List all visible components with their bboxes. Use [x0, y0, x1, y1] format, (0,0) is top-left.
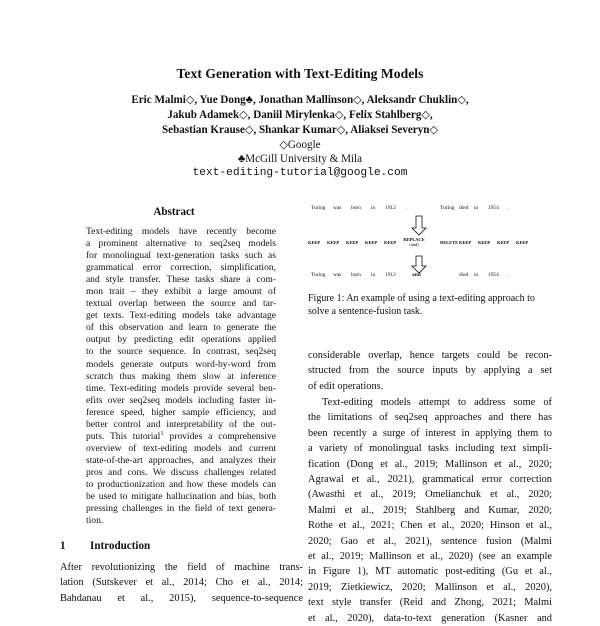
figure-edit-tag: KEEP — [346, 240, 359, 245]
figure-edit-tag: KEEP — [497, 240, 510, 245]
body-line: 2020; Gao et al., 2021), sentence fusion (Malmi — [308, 535, 552, 547]
body-line: of edit operations. — [308, 380, 384, 392]
abstract-line: a prominent alternative to seq2seq models — [86, 238, 276, 250]
abstract-line: tion. — [86, 515, 104, 527]
abstract-line: be used to mitigate hallucination and bias, both — [86, 491, 276, 503]
abstract-line: time. Text-editing models provide several ben- — [86, 382, 276, 394]
abstract-heading: Abstract — [153, 206, 195, 218]
section-number: 1 — [60, 540, 66, 552]
body-line: et al., 2019; Mallinson et al., 2020) (see an example — [308, 551, 552, 563]
abstract-line: pros and cons. We discuss challenges related — [86, 466, 276, 478]
abstract-line: of this observation and learn to generate the — [86, 322, 276, 334]
figure-output-token: and — [412, 272, 421, 278]
figure-output-token: Turing — [311, 272, 326, 278]
body-line: 2019; Zietkiewicz, 2020; Mallinson et al., 2020), — [308, 581, 552, 593]
section-heading-introduction — [60, 540, 150, 552]
figure-source-token: . — [406, 205, 408, 211]
intro-line: After revolutionizing the field of machine trans- — [60, 562, 303, 573]
figure-source-token: died — [459, 205, 469, 211]
figure-edit-tag: KEEP — [516, 240, 529, 245]
body-line: in Figure 1), MT automatic post-editing (Gu et al., — [308, 566, 552, 578]
figure-edit-tag: KEEP — [308, 240, 321, 245]
figure-output-token: died — [459, 272, 469, 278]
figure-output-token: 1912 — [385, 272, 396, 278]
author-line-2: Jakub Adamek◇, Daniil Mirylenka◇, Felix Stahlberg◇, — [167, 109, 433, 121]
abstract-line: pressing challenges in the field of text genera- — [86, 503, 276, 515]
abstract-line: textual overlap between the source and tar- — [86, 298, 276, 310]
abstract-line: models generate outputs word-by-word from — [86, 358, 276, 370]
abstract-line: overview of text-editing models and current — [86, 442, 276, 454]
figure-source-token: Turing — [440, 205, 455, 211]
body-line: structed from the source inputs by applying a set — [308, 365, 552, 377]
figure-edit-tag: DELETE — [440, 240, 459, 245]
abstract-line: output by predicting edit operations applied — [86, 334, 276, 346]
abstract-line: puts. This tutorial$^1$ provides a comprehensive — [86, 430, 276, 442]
figure-caption: Figure 1: An example of using a text-editing approach to solve a sentence-fusion task. — [308, 293, 535, 318]
abstract-line: ference speed, higher sample efficiency, and — [86, 406, 276, 418]
body-line: been recently a surge of interest in applying them to — [308, 427, 552, 439]
footnote-marker[interactable]: 1 — [160, 430, 164, 437]
body-line: (Awasthi et al., 2019; Omelianchuk et al., 2020; — [308, 489, 552, 501]
figure-edit-tag: REPLACE (and) — [403, 237, 425, 247]
figure-source-token: 1954 — [488, 205, 499, 211]
down-arrow-icon — [412, 256, 426, 273]
section-title: Introduction — [90, 540, 151, 552]
author-line-1: Eric Malmi◇, Yue Dong♣, Jonathan Mallinson◇, Aleksandr Chuklin◇, — [131, 94, 469, 106]
figure-output-token: . — [507, 272, 509, 278]
right-paragraph-2 — [308, 395, 552, 626]
figure-edit-tag: KEEP — [365, 240, 378, 245]
figure-edit-tag: KEEP — [478, 240, 491, 245]
abstract-line: mon trait – they exhibit a large amount of — [86, 286, 276, 298]
down-arrow-icon — [412, 216, 426, 235]
body-line: a variety of monolingual tasks including text simpli- — [308, 443, 552, 455]
figure-source-token: born — [351, 205, 361, 211]
author-line-3: Sebastian Krause◇, Shankar Kumar◇, Aliaksei Severyn◇ — [162, 124, 438, 136]
figure-source-token: in — [474, 205, 479, 211]
abstract-line: grammatical error correction, simplification, — [86, 262, 276, 274]
abstract-line: to productionization and how these models can — [86, 478, 276, 490]
figure-output-token: born — [351, 272, 361, 278]
figure-output-row — [308, 272, 552, 280]
figure-output-token: in — [474, 272, 479, 278]
figure-source-token: Turing — [311, 205, 326, 211]
contact-email[interactable]: text-editing-tutorial@google.com — [192, 167, 408, 179]
figure-source-token: 1912 — [385, 205, 396, 211]
abstract-line: Text-editing models have recently become — [86, 226, 276, 237]
body-line: Rothe et al., 2021; Chen et al., 2020; Hinson et al., — [308, 520, 552, 532]
body-line: Malmi et al., 2019; Stahlberg and Kumar, 2020; — [308, 504, 552, 516]
author-list — [60, 93, 540, 138]
abstract-body — [86, 226, 276, 527]
figure-source-token: in — [371, 205, 376, 211]
abstract-line: scratch thus making them slow at inference — [86, 370, 276, 382]
figure-tag-row — [308, 237, 552, 254]
figure-source-token: . — [507, 205, 509, 211]
body-line: fication (Dong et al., 2019; Mallinson et al., 2020; — [308, 458, 552, 470]
abstract-line: to the source sequence. In contrast, seq2seq — [86, 346, 276, 358]
figure-edit-tag: KEEP — [459, 240, 472, 245]
figure-output-token: 1954 — [488, 272, 499, 278]
affiliation-google: ◇Google — [279, 139, 321, 151]
figure-output-token: in — [371, 272, 376, 278]
body-line: considerable overlap, hence targets could be recon- — [308, 350, 552, 361]
abstract-line: for monolingual text-generation tasks such as — [86, 250, 276, 262]
abstract-line: and style transfer. These tasks share a com- — [86, 274, 276, 286]
body-line: the limitations of seq2seq approaches and there has — [308, 412, 552, 424]
figure-source-token: was — [333, 205, 342, 211]
body-line: text style transfer (Reid and Zhong, 2021; Malmi — [308, 597, 552, 609]
affiliation-mcgill: ♣McGill University & Mila — [237, 153, 363, 165]
abstract-line: efits over seq2seq models including faster in- — [86, 394, 276, 406]
figure-edit-tag: KEEP — [327, 240, 340, 245]
abstract-line: get texts. Text-editing models take advantage — [86, 310, 276, 322]
introduction-body — [60, 560, 303, 606]
intro-line: lation (Sutskever et al., 2014; Cho et al., 2014; — [60, 577, 303, 589]
figure-output-token: was — [333, 272, 342, 278]
right-paragraph-1 — [308, 348, 552, 394]
figure-1 — [308, 200, 552, 288]
figure-edit-tag: KEEP — [384, 240, 397, 245]
abstract-line: state-of-the-art approaches, and analyzes their — [86, 454, 276, 466]
abstract-line: better control and interpretability of the out- — [86, 418, 276, 430]
body-line: Text-editing models attempt to address some of — [322, 397, 552, 408]
body-line: et al., 2020), data-to-text generation (Kasner and — [308, 612, 552, 624]
intro-line: Bahdanau et al., 2015), sequence-to-sequence — [60, 592, 303, 604]
body-line: Agrawal et al., 2021), grammatical error correction — [308, 474, 552, 486]
paper-title: Text Generation with Text-Editing Models — [176, 66, 424, 81]
